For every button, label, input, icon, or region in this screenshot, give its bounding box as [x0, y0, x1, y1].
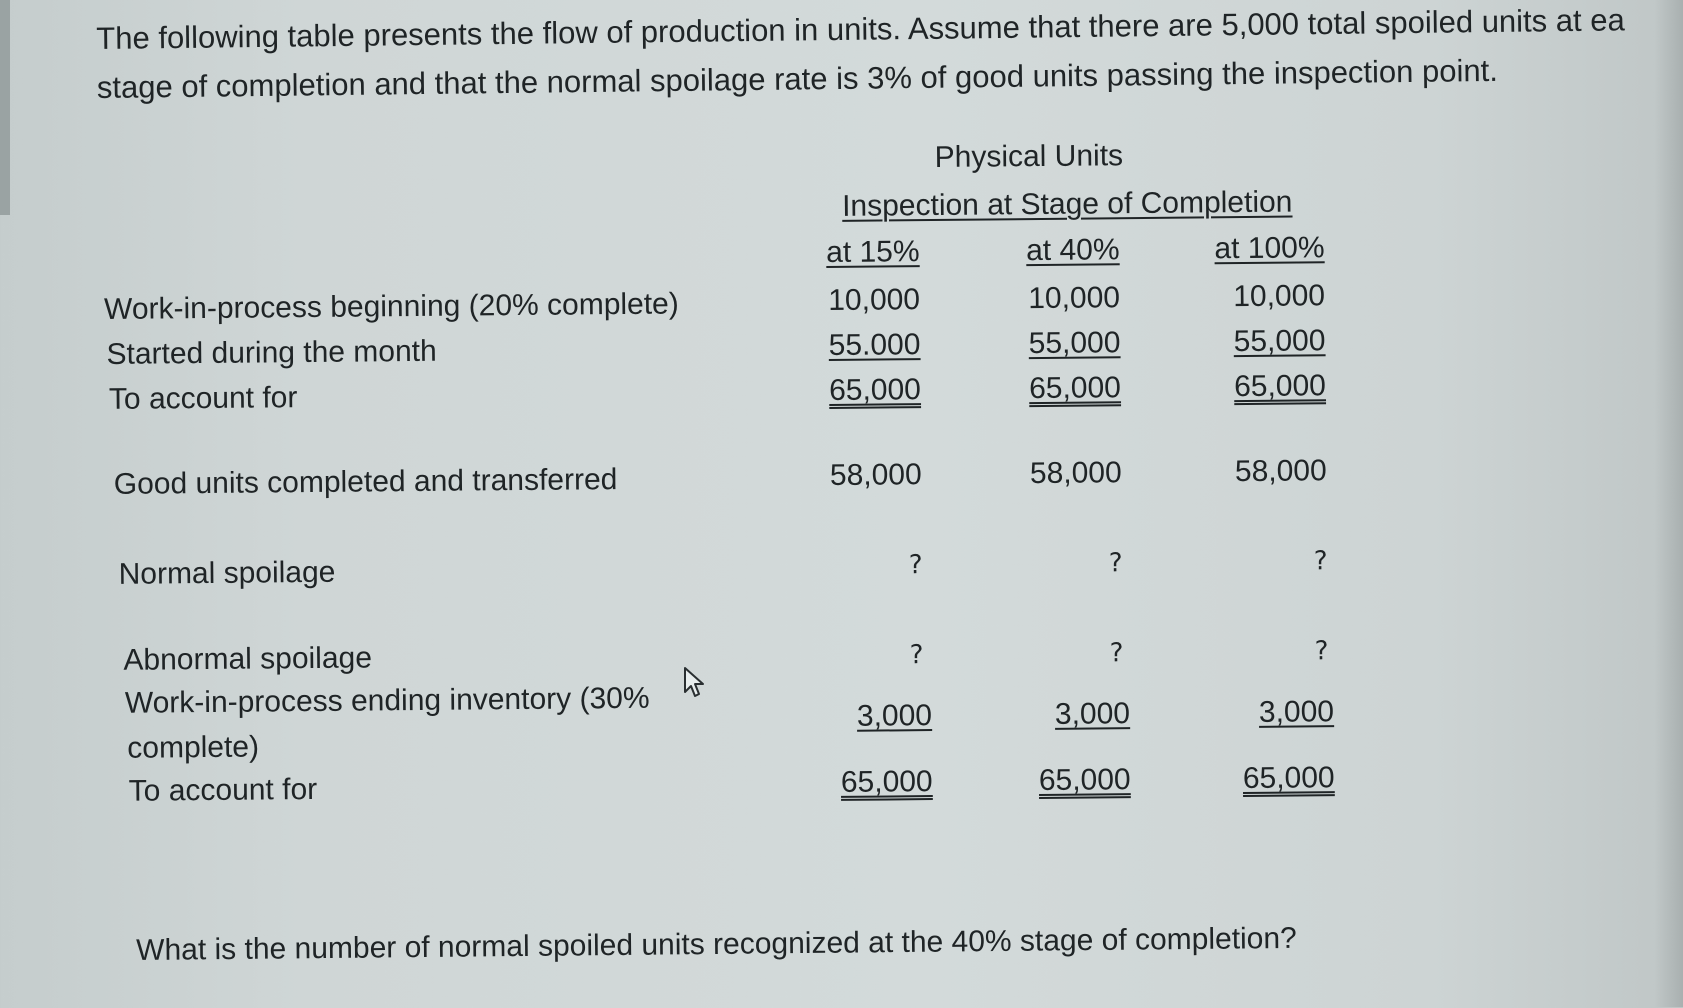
cell-normal-spoilage-100: ?: [1313, 546, 1328, 577]
row-label-to-account-for-1: To account for: [108, 381, 298, 416]
header-physical-units: Physical Units: [934, 139, 1124, 174]
cell-to-account-for-1-40: 65,000: [1028, 371, 1122, 406]
row-label-abnormal-spoilage: Abnormal spoilage: [123, 641, 373, 677]
cell-normal-spoilage-40: ?: [1108, 548, 1123, 579]
row-label-normal-spoilage: Normal spoilage: [118, 555, 336, 591]
cell-wip-beginning-15: 10,000: [828, 283, 921, 318]
cell-good-units-40: 58,000: [1029, 456, 1122, 491]
cell-to-account-for-2-40: 65,000: [1038, 763, 1131, 798]
column-header-15: at 15%: [826, 235, 920, 270]
cell-started-100: 55,000: [1233, 324, 1326, 359]
row-label-started: Started during the month: [106, 334, 437, 371]
row-label-to-account-for-2: To account for: [128, 772, 318, 808]
question-text: What is the number of normal spoiled units recognized at the 40% stage of completion?: [136, 921, 1297, 967]
mouse-pointer-icon: [683, 666, 705, 698]
cell-to-account-for-2-100: 65,000: [1242, 761, 1335, 796]
intro-line-2: stage of completion and that the normal spoilage rate is 3% of good units passing the inspection point.: [96, 52, 1499, 105]
row-label-wip-ending-line2: complete): [127, 730, 260, 765]
cell-wip-beginning-40: 10,000: [1028, 281, 1121, 316]
cell-good-units-15: 58,000: [829, 458, 922, 493]
row-label-good-units: Good units completed and transferred: [113, 463, 618, 501]
cell-wip-ending-40: 3,000: [1054, 697, 1131, 731]
cell-abnormal-spoilage-15: ?: [909, 640, 924, 671]
intro-line-1: The following table presents the flow of production in units. Assume that there are 5,000 total spoiled units at ea: [96, 2, 1625, 56]
cell-wip-ending-15: 3,000: [856, 699, 933, 733]
row-label-wip-beginning: Work-in-process beginning (20% complete): [103, 287, 679, 326]
header-inspection-stage: Inspection at Stage of Completion: [841, 185, 1293, 223]
cell-to-account-for-2-15: 65,000: [840, 765, 933, 799]
cell-started-40: 55,000: [1028, 326, 1121, 361]
cell-started-15: 55.000: [828, 328, 921, 363]
cell-wip-beginning-100: 10,000: [1233, 279, 1326, 314]
cell-good-units-100: 58,000: [1234, 454, 1327, 489]
cell-to-account-for-1-15: 65,000: [828, 373, 922, 408]
column-header-100: at 100%: [1214, 231, 1325, 266]
cell-abnormal-spoilage-40: ?: [1109, 638, 1124, 669]
cell-to-account-for-1-100: 65,000: [1233, 369, 1327, 404]
column-header-40: at 40%: [1026, 233, 1120, 268]
cell-normal-spoilage-15: ?: [908, 550, 923, 581]
cell-abnormal-spoilage-100: ?: [1314, 636, 1329, 667]
row-label-wip-ending-line1: Work-in-process ending inventory (30%: [124, 681, 650, 720]
cell-wip-ending-100: 3,000: [1258, 695, 1335, 729]
